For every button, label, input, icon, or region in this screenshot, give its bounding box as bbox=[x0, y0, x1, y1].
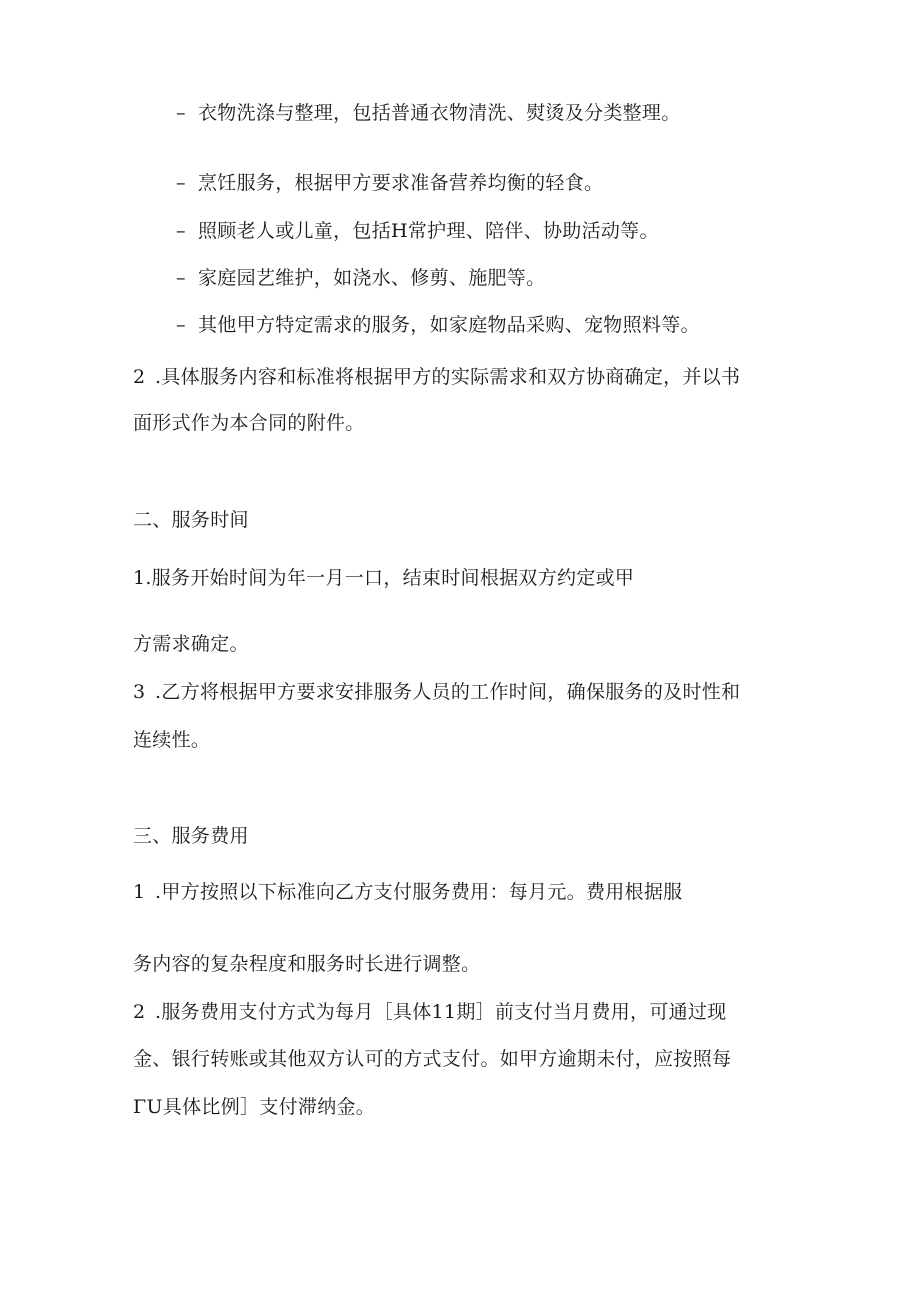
item-number: 2 bbox=[133, 366, 146, 388]
fee-item-2-line-1 bbox=[133, 1000, 727, 1024]
bullet-dash: – bbox=[176, 102, 186, 124]
bullet-dash: – bbox=[176, 267, 186, 289]
item-text: .乙方将根据甲方要求安排服务人员的工作时间，确保服务的及时性和 bbox=[155, 681, 741, 703]
fee-item-1-line-1 bbox=[133, 880, 682, 904]
fee-item-2-line-2: 金、银行转账或其他双方认可的方式支付。如甲方逾期未付，应按照每 bbox=[133, 1048, 732, 1070]
time-item-3-line-1 bbox=[133, 680, 740, 704]
service-bullet-cooking bbox=[176, 171, 603, 195]
bullet-text: 家庭园艺维护，如浇水、修剪、施肥等。 bbox=[198, 267, 546, 289]
fee-item-2-line-3: ΓU具体比例］支付滞纳金。 bbox=[133, 1096, 376, 1118]
item-number: 1 bbox=[133, 881, 146, 903]
services-item-2-line-2: 面形式作为本合同的附件。 bbox=[133, 412, 365, 434]
service-bullet-laundry bbox=[176, 101, 681, 125]
time-item-1-line-1: 1.服务开始时间为年一月一口，结束时间根据双方约定或甲 bbox=[133, 567, 635, 589]
time-item-1-line-2: 方需求确定。 bbox=[133, 633, 249, 655]
services-item-2-line-1 bbox=[133, 365, 740, 389]
item-text: .服务费用支付方式为每月［具体11期］前支付当月费用，可通过现 bbox=[155, 1001, 727, 1023]
section-heading-service-fee: 三、服务费用 bbox=[133, 825, 249, 847]
item-number: 3 bbox=[133, 681, 146, 703]
fee-item-1-line-2: 务内容的复杂程度和服务时长进行调整。 bbox=[133, 953, 481, 975]
item-text: .具体服务内容和标准将根据甲方的实际需求和双方协商确定，并以书 bbox=[155, 366, 741, 388]
item-text: .甲方按照以下标准向乙方支付服务费用：每月元。费用根据服 bbox=[155, 881, 683, 903]
service-bullet-gardening bbox=[176, 266, 545, 290]
service-bullet-care bbox=[176, 219, 659, 243]
bullet-dash: – bbox=[176, 220, 186, 242]
bullet-text: 照顾老人或儿童，包括H常护理、陪伴、协助活动等。 bbox=[198, 220, 659, 242]
section-heading-service-time: 二、服务时间 bbox=[133, 509, 249, 531]
bullet-text: 其他甲方特定需求的服务，如家庭物品采购、宠物照料等。 bbox=[198, 314, 700, 336]
time-item-3-line-2: 连续性。 bbox=[133, 729, 211, 751]
service-bullet-other bbox=[176, 313, 700, 337]
bullet-text: 衣物洗涤与整理，包括普通衣物清洗、熨烫及分类整理。 bbox=[198, 102, 681, 124]
bullet-dash: – bbox=[176, 172, 186, 194]
item-number: 2 bbox=[133, 1001, 146, 1023]
bullet-dash: – bbox=[176, 314, 186, 336]
bullet-text: 烹饪服务，根据甲方要求准备营养均衡的轻食。 bbox=[198, 172, 604, 194]
